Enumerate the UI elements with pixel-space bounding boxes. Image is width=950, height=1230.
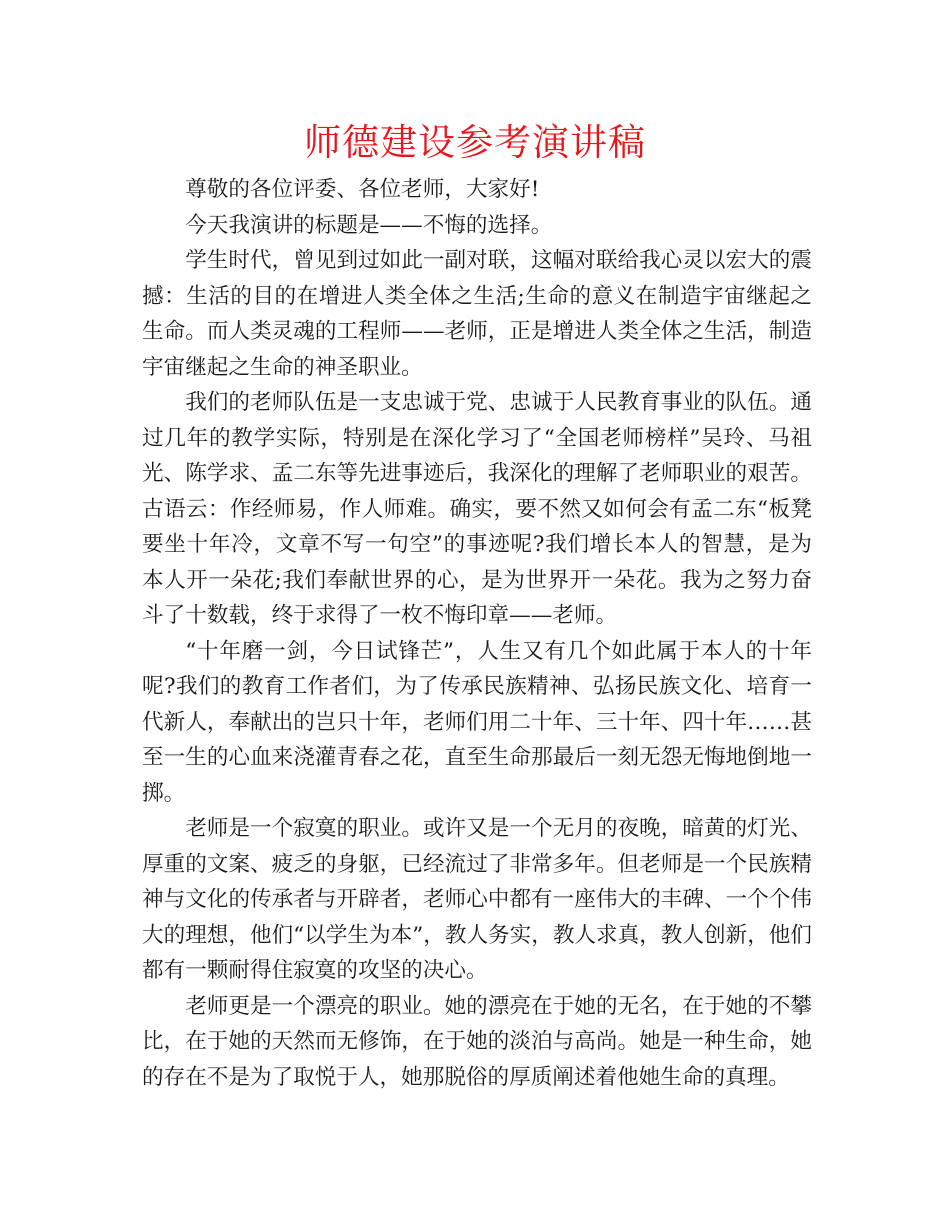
paragraph-lonely-profession: 老师是一个寂寞的职业。或许又是一个无月的夜晚，暗黄的灯光、厚重的文案、疲乏的身躯，已经流过了非常多年。但老师是一个民族精神与文化的传承者与开辟者，老师心中都有一座伟大的丰碑、一个个伟大的理想，他们“以学生为本”，教人务实，教人求真，教人创新，他们都有一颗耐得住寂寞的攻坚的决心。 — [142, 816, 812, 983]
paragraph-couplet: 学生时代，曾见到过如此一副对联，这幅对联给我心灵以宏大的震撼：生活的目的在增进人类全体之生活;生命的意义在制造宇宙继起之生命。而人类灵魂的工程师——老师，正是增进人类全体之生活，制造宇宙继起之生命的神圣职业。 — [142, 248, 812, 380]
paragraph-ten-years: “十年磨一剑，今日试锋芒”，人生又有几个如此属于本人的十年呢?我们的教育工作者们，为了传承民族精神、弘扬民族文化、培育一代新人，奉献出的岂只十年，老师们用二十年、三十年、四十年……甚至一生的心血来浇灌青春之花，直至生命那最后一刻无怨无悔地倒地一掷。 — [142, 638, 812, 806]
paragraph-greeting: 尊敬的各位评委、各位老师，大家好! — [185, 177, 540, 202]
paragraph-beautiful-profession: 老师更是一个漂亮的职业。她的漂亮在于她的无名，在于她的不攀比，在于她的天然而无修饰，在于她的淡泊与高尚。她是一种生命，她的存在不是为了取悦于人，她那脱俗的厚质阐述着他她生命的真理。 — [142, 993, 812, 1090]
paragraph-teacher-team: 我们的老师队伍是一支忠诚于党、忠诚于人民教育事业的队伍。通过几年的教学实际，特别是在深化学习了“全国老师榜样”吴玲、马祖光、陈学求、孟二东等先进事迹后，我深化的理解了老师职业的艰苦。古语云：作经师易，作人师难。确实，要不然又如何会有孟二东“板凳要坐十年冷，文章不写一句空”的事迹呢?我们增长本人的智慧，是为本人开一朵花;我们奉献世界的心，是为世界开一朵花。我为之努力奋斗了十数载，终于求得了一枚不悔印章——老师。 — [142, 390, 812, 628]
paragraph-topic: 今天我演讲的标题是——不悔的选择。 — [185, 212, 553, 238]
document-title: 师德建设参考演讲稿 — [304, 121, 646, 164]
document-body — [142, 172, 812, 1095]
